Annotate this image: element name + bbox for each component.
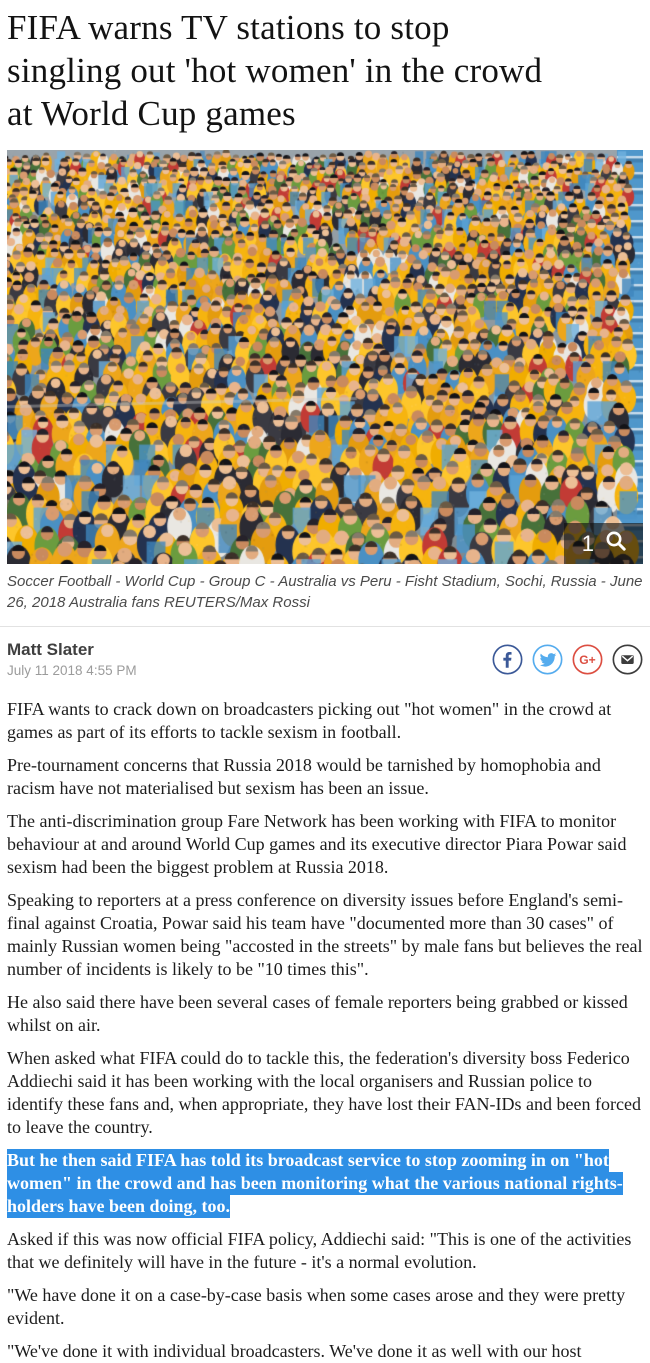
highlighted-paragraph xyxy=(7,1149,643,1218)
paragraph: Asked if this was now official FIFA policy, Addiechi said: "This is one of the activities that we definitely will have in the future - it's a normal evolution. xyxy=(7,1229,632,1272)
article-body xyxy=(7,698,643,1363)
share-email-button[interactable] xyxy=(612,644,643,675)
photo-gallery-badge[interactable] xyxy=(564,523,643,564)
headline-line-1: FIFA warns TV stations to stop xyxy=(7,8,450,47)
publish-date: July 11 2018 4:55 PM xyxy=(7,663,137,678)
byline-text xyxy=(7,640,137,678)
photo-count: 1 xyxy=(581,530,594,556)
paragraph: "We've done it with individual broadcasters. We've done it as well with our host xyxy=(7,1341,582,1361)
paragraph: Speaking to reporters at a press conference on diversity issues before England's semi-final against Croatia, Powar said his team have "documented more than 30 cases" of mainly Russian women being "accosted in the streets" by male fans but believes the real number of incidents is likely to be "10 times this". xyxy=(7,890,643,979)
paragraph: When asked what FIFA could do to tackle this, the federation's diversity boss Federico Addiechi said it has been working with the local organisers and Russian police to identify these fans and, when appropriate, they have lost their FAN-IDs and been forced to leave the country. xyxy=(7,1048,641,1137)
share-twitter-button[interactable] xyxy=(532,644,563,675)
author-name: Matt Slater xyxy=(7,640,94,659)
photo-caption: Soccer Football - World Cup - Group C - Australia vs Peru - Fisht Stadium, Sochi, Russia - June 26, 2018 Australia fans REUTERS/Max Rossi xyxy=(7,573,643,611)
article-headline xyxy=(7,0,643,135)
twitter-icon xyxy=(532,644,563,675)
article-photo-canvas xyxy=(7,150,643,564)
paragraph: "We have done it on a case-by-case basis when some cases arose and they were pretty evident. xyxy=(7,1285,626,1328)
share-googleplus-button[interactable] xyxy=(572,644,603,675)
facebook-icon xyxy=(492,644,523,675)
selected-text: But he then said FIFA has told its broadcast service to stop zooming in on "hot women" in the crowd and has been monitoring what the various national rights-holders have been doing, too. xyxy=(7,1150,623,1216)
headline-line-3: at World Cup games xyxy=(7,94,296,133)
paragraph: He also said there have been several cases of female reporters being grabbed or kissed whilst on air. xyxy=(7,992,628,1035)
section-divider xyxy=(0,626,650,627)
byline xyxy=(7,638,643,680)
googleplus-icon xyxy=(572,644,603,675)
magnifier-icon xyxy=(605,530,627,557)
paragraph: FIFA wants to crack down on broadcasters picking out "hot women" in the crowd at games as part of its efforts to tackle sexism in football. xyxy=(7,699,612,742)
share-facebook-button[interactable] xyxy=(492,644,523,675)
article-photo[interactable] xyxy=(7,150,643,564)
paragraph: Pre-tournament concerns that Russia 2018 would be tarnished by homophobia and racism have not materialised but sexism has been an issue. xyxy=(7,755,601,798)
share-bar xyxy=(492,644,643,675)
svg-text:G+: G+ xyxy=(579,652,596,667)
email-icon xyxy=(612,644,643,675)
paragraph: The anti-discrimination group Fare Network has been working with FIFA to monitor behaviour at and around World Cup games and its executive director Piara Powar said sexism had been the biggest problem at Russia 2018. xyxy=(7,811,627,877)
headline-line-2: singling out 'hot women' in the crowd xyxy=(7,51,543,90)
